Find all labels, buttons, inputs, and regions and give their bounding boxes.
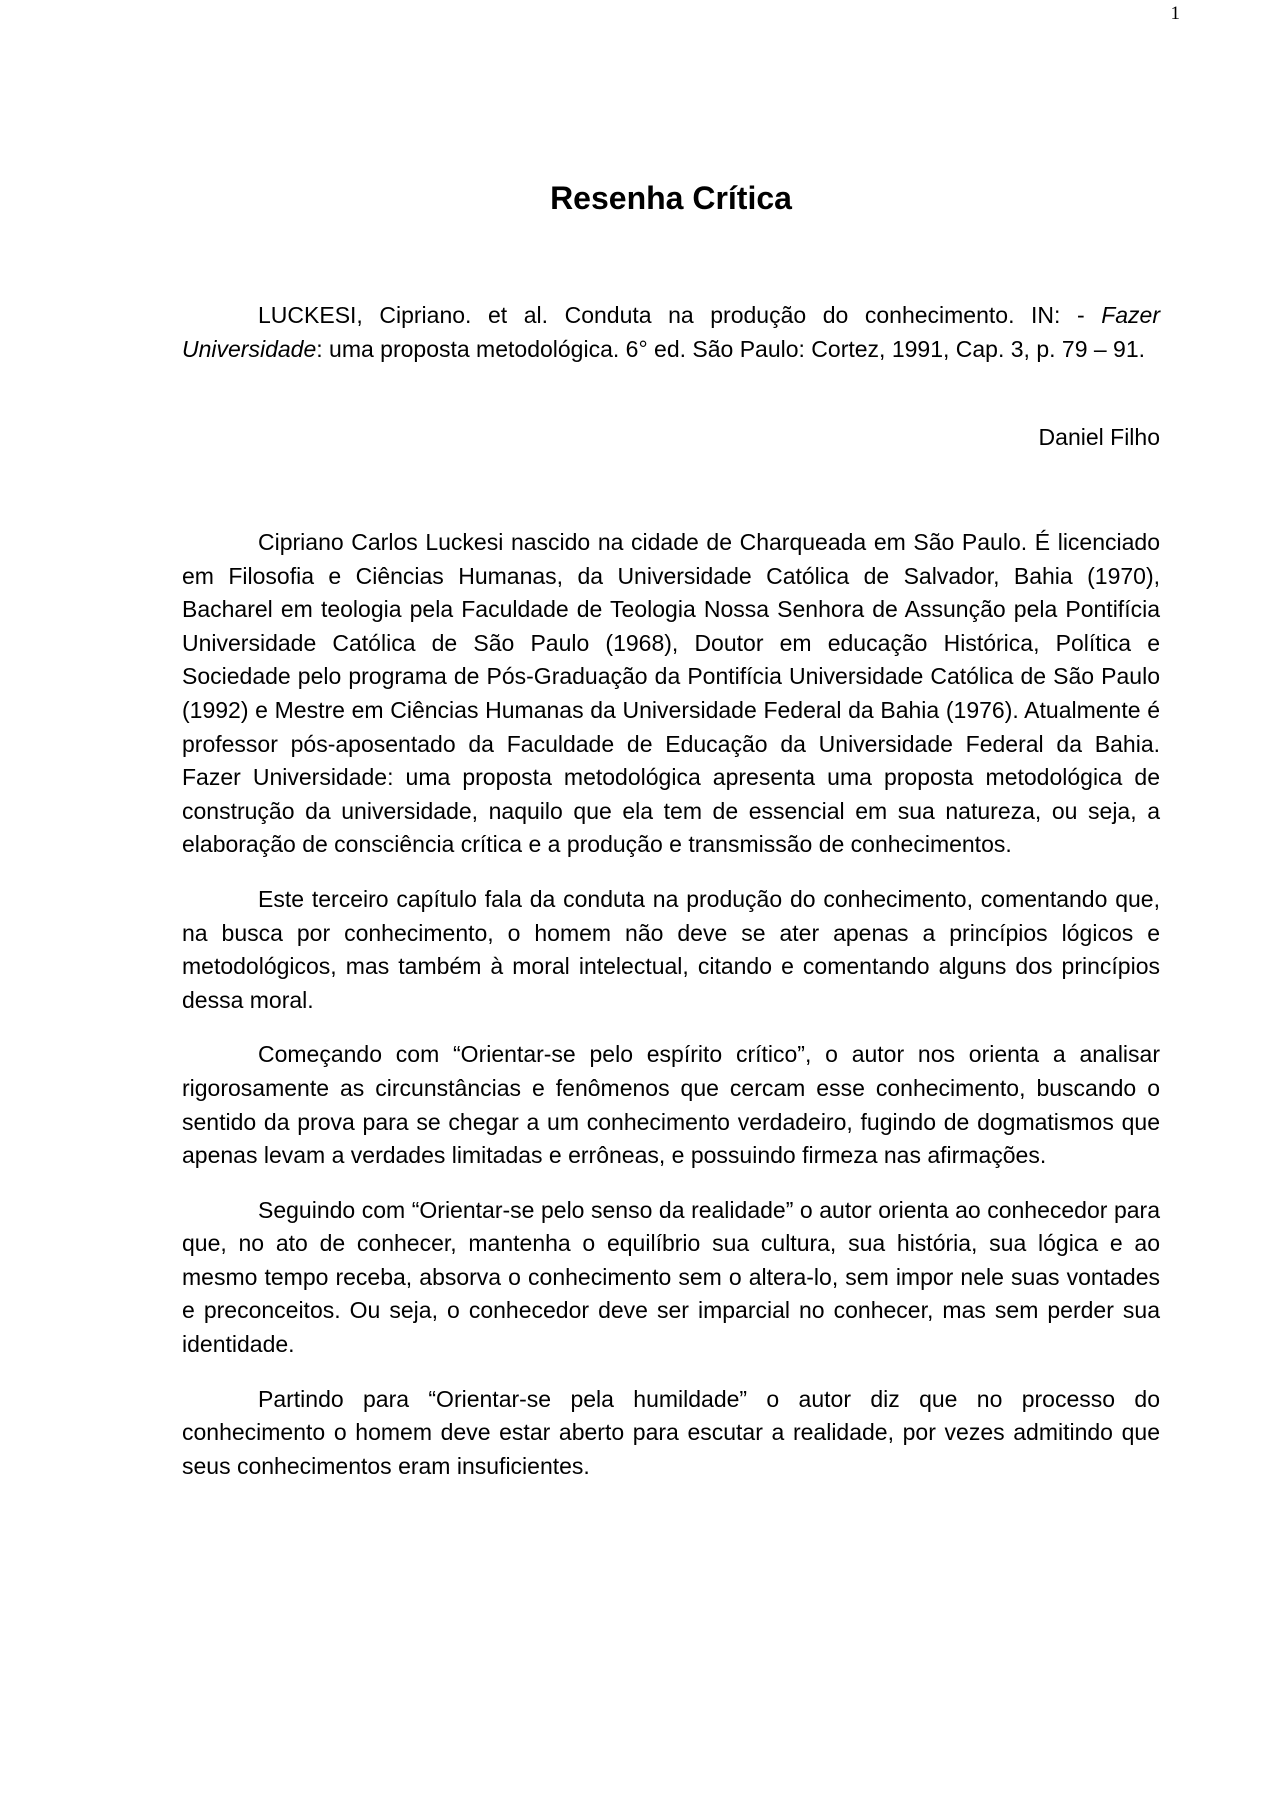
paragraph-author-biography: Cipriano Carlos Luckesi nascido na cidade de Charqueada em São Paulo. É licenciado em Filosofia e Ciências Humanas, da Universidade Católica de Salvador, Bahia (1970), Bacharel em teologia pela Faculdade de Teologia Nossa Senhora de Assunção pela Pontifícia Universidade Católica de São Paulo (1968), Doutor em educação Histórica, Política e Sociedade pelo programa de Pós-Graduação da Pontifícia Universidade Católica de São Paulo (1992) e Mestre em Ciências Humanas da Universidade Federal da Bahia (1976). Atualmente é professor pós-aposentado da Faculdade de Educação da Universidade Federal da Bahia. Fazer Universidade: uma proposta metodológica apresenta uma proposta metodológica de construção da universidade, naquilo que ela tem de essencial em sua natureza, ou seja, a elaboração de consciência crítica e a produção e transmissão de conhecimentos. xyxy=(182,529,1160,858)
review-text xyxy=(182,526,1160,1504)
paragraph-sense-of-reality: Seguindo com “Orientar-se pelo senso da realidade” o autor orienta ao conhecedor para que, no ato de conhecer, mantenha o equilíbrio sua cultura, sua história, sua lógica e ao mesmo tempo receba, absorva o conhecimento sem o altera-lo, sem impor nele suas vontades e preconceitos. Ou seja, o conhecedor deve ser imparcial no conhecer, mas sem perder sua identidade. xyxy=(182,1196,1160,1358)
bibliographic-reference xyxy=(182,298,1160,366)
reference-text-end: : uma proposta metodológica. 6° ed. São Paulo: Cortez, 1991, Cap. 3, p. 79 – 91. xyxy=(316,336,1146,362)
reference-text-start: LUCKESI, Cipriano. et al. Conduta na produção do conhecimento. IN: - xyxy=(258,302,1102,328)
paragraph-critical-spirit: Começando com “Orientar-se pelo espírito crítico”, o autor nos orienta a analisar rigorosamente as circunstâncias e fenômenos que cercam esse conhecimento, buscando o sentido da prova para se chegar a um conhecimento verdadeiro, fugindo de dogmatismos que apenas levam a verdades limitadas e errôneas, e possuindo firmeza nas afirmações. xyxy=(182,1041,1160,1169)
page-number: 1 xyxy=(1170,3,1180,24)
reference-book-title: Fazer Universidade xyxy=(182,302,1160,362)
paragraph-humility: Partindo para “Orientar-se pela humildade” o autor diz que no processo do conhecimento o homem deve estar aberto para escutar a realidade, por vezes admitindo que seus conhecimentos eram insuficientes. xyxy=(182,1385,1160,1479)
document-title: Resenha Crítica xyxy=(550,180,792,216)
review-author: Daniel Filho xyxy=(1038,424,1160,450)
paragraph-chapter-summary: Este terceiro capítulo fala da conduta na produção do conhecimento, comentando que, na busca por conhecimento, o homem não deve se ater apenas a princípios lógicos e metodológicos, mas também à moral intelectual, citando e comentando alguns dos princípios dessa moral. xyxy=(182,885,1160,1013)
